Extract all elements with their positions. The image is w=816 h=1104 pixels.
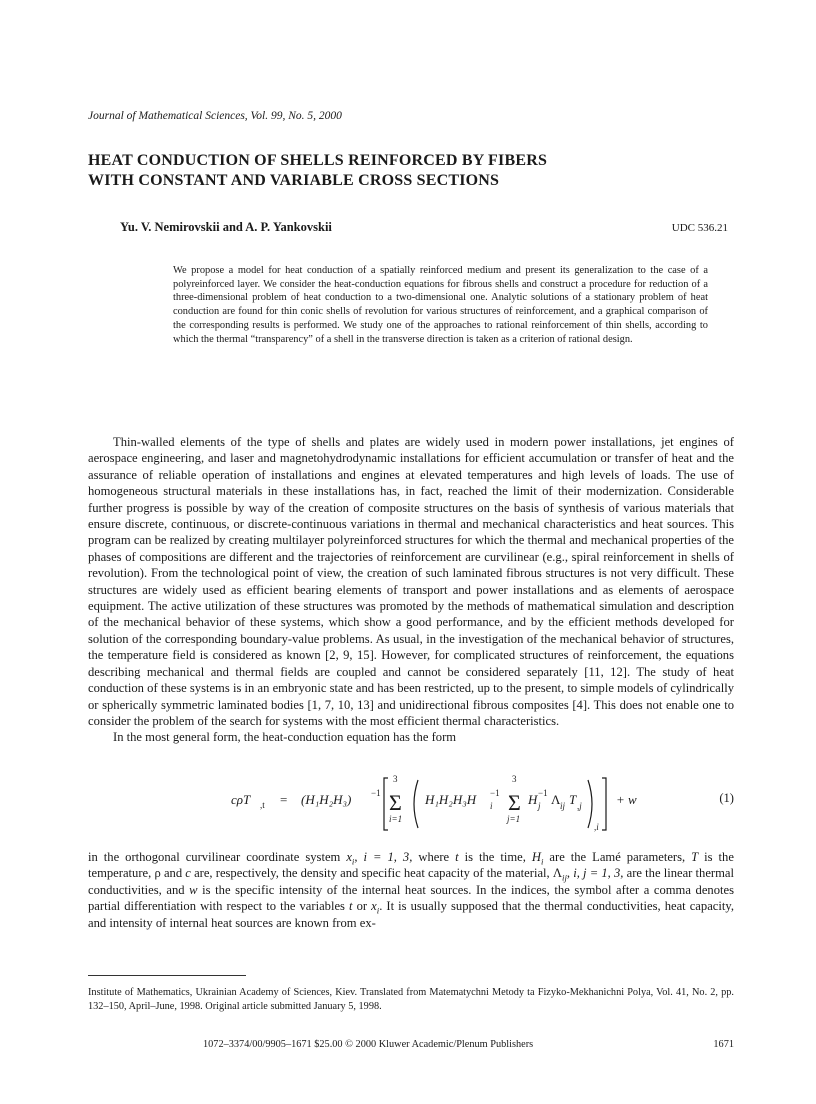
text-s6: and — [163, 866, 183, 881]
sym-c: c — [185, 866, 191, 881]
paper-title — [88, 151, 728, 191]
eq-term-sub: j — [538, 801, 541, 811]
sym-ij-range: i, j = 1, 3, — [573, 866, 624, 881]
sum2-top: 3 — [512, 774, 517, 784]
eq-term: H — [528, 792, 538, 807]
eq-lambda: Λ — [551, 792, 561, 807]
right-paren — [588, 780, 592, 828]
sum1-bottom: i=1 — [389, 814, 403, 824]
abstract: We propose a model for heat conduction of a spatially reinforced medium and present its generalization to the case of a polyreinforced layer. We consider the heat-conduction equations for fibrous shells and construct a procedure for reduction of a three-dimensional problem of heat conduction to a two-dimensional one. Analytic solutions of a stationary problem of heat conduction are found for thin conic shells of revolution for various structures of reinforcement, and a graphical comparison of the corresponding results is performed. We study one of the approaches to rational reinforcement of thin shells, according to which the thermal “transparency” of a shell in the transverse direction is taken as a criterion of rational design. — [173, 265, 708, 345]
text-s9: is the specific intensity of the internal heat sources. In the indices, the symbol after a comma denotes partial differentiation with respect to the variables — [88, 882, 734, 914]
issn-copyright: 1072–3374/00/9905–1671 $25.00 © 2000 Kluwer Academic/Plenum Publishers — [203, 1039, 534, 1050]
sym-lambda: Λ — [552, 866, 563, 881]
title-line-2: WITH CONSTANT AND VARIABLE CROSS SECTIONS — [88, 172, 500, 189]
equation-1 — [88, 758, 734, 840]
eq-prefactor-exp: −1 — [371, 788, 381, 798]
eq-inner-sub: i — [490, 801, 493, 811]
eq-lambda-sub: ij — [560, 801, 566, 811]
text-s3: is the time, — [464, 850, 526, 864]
sym-x-2: x — [371, 899, 377, 914]
sum2-sigma: Σ — [508, 790, 521, 815]
text-s5: is the temperature, — [88, 850, 734, 881]
eq-inner-exp: −1 — [490, 788, 500, 798]
equation-number: (1) — [719, 791, 734, 805]
authors: Yu. V. Nemirovskii and A. P. Yankovskii — [120, 220, 332, 234]
eq-T-sub: ,j — [577, 801, 582, 811]
text-s11: It is usually supposed that the thermal conductivities, heat capacity, and intensity of internal heat sources are known from ex- — [88, 899, 734, 930]
eq-lhs: cρT — [231, 792, 251, 807]
sym-w: w — [189, 882, 198, 897]
text-s10: or — [356, 899, 368, 914]
title-line-1: HEAT CONDUCTION OF SHELLS REINFORCED BY FIBERS — [88, 152, 548, 169]
eq-term-exp: −1 — [538, 788, 548, 798]
text-s4: are the Lamé parameters, — [549, 850, 686, 864]
eq-plus-w: + w — [616, 792, 637, 807]
paragraph-2: In the most general form, the heat-conduction equation has the form — [113, 730, 457, 745]
body-text — [88, 434, 734, 746]
sym-t-2: t — [349, 899, 353, 914]
udc-code: UDC 536.21 — [671, 222, 728, 234]
text-s7: are, respectively, the density and specific heat capacity of the material, — [194, 866, 550, 881]
eq-lhs-sub: ,t — [260, 800, 265, 810]
text-s8: are the linear thermal conductivities, and — [88, 866, 734, 897]
sym-x: x — [346, 850, 352, 864]
footnote: Institute of Mathematics, Ukrainian Academy of Sciences, Kiev. Translated from Matematychni Metody ta Fizyko-Mekhanichni Polya, Vol. 41, No. 2, pp. 132–150, April–June, 1998. Original article submitted January 5, 1998. — [88, 987, 734, 1012]
paragraph-1: Thin-walled elements of the type of shells and plates are widely used in modern power installations, jet engines of aerospace engineering, and laser and magnetohydrodynamic installations for efficient accumulation or transfer of heat and the assurance of reliable operation of installations and engines at elevated temperatures and high levels of loads. The use of homogeneous structural materials in these installations has, in fact, reached the limit of their modernization. Considerable further progress is possible by way of the creation of composite structures on the basis of synthesis of various materials that ensure discrete, continuous, or discrete-continuous variations in thermal and mechanical characteristics and heat sources. This program can be realized by creating multilayer polyreinforced structures for which the thermal and mechanical properties of the phases of compositions are different and the trajectories of reinforcement are curvilinear (e.g., spiral reinforcement in shells of revolution). From the technological point of view, the creation of such laminated fibrous structures is not very difficult. These structures are widely used as efficient bearing elements of transport and power installations and as elements of aerospace equipment. The active utilization of these structures was promoted by the methods of mathematical simulation and description of the mechanical behavior of these systems, which show a good performance, and by the efficient methods developed for solution of the corresponding boundary-value problems. As usual, in the investigation of the mechanical behavior of structures, the temperature field is considered as known [2, 9, 15]. However, for complicated structures of reinforcement, the equations describing mechanical and thermal fields are coupled and cannot be considered separately [11, 12]. The study of heat conduction of these systems is in an embryonic state and has been restricted, up to the present, to simple models of cylindrically or spherically symmetric laminated bodies [1, 7, 10, 13] and unidirectional fibrous composites [4]. This does not enable one to consider the problem of the search for systems with the most efficient thermal characteristics. — [88, 435, 734, 728]
sym-T: T — [691, 850, 699, 864]
journal-citation: Journal of Mathematical Sciences, Vol. 99, No. 5, 2000 — [88, 110, 342, 122]
eq-prefactor: (H₁H₂H₃) — [301, 792, 352, 807]
sum2-bottom: j=1 — [507, 814, 521, 824]
page-number: 1671 — [713, 1039, 734, 1050]
equation-graphic — [88, 758, 688, 840]
text-s2: where — [418, 850, 450, 864]
eq-outer-sub: ,i — [594, 822, 599, 832]
left-bracket — [384, 778, 388, 830]
right-bracket — [602, 778, 606, 830]
sum1-sigma: Σ — [389, 790, 402, 815]
sum1-top: 3 — [393, 774, 398, 784]
sym-t: t — [455, 850, 459, 864]
sym-i-range: i = 1, 3, — [363, 850, 413, 864]
left-paren — [414, 780, 418, 828]
equation-explanation: in the orthogonal curvilinear coordinate system $x_i$, i = 1, 3, where t is the time, $H_i$ are the Lamé parameters, T is the temperature, ρ and c are, respectively, the density and specific heat capacity of the material, $\Lambda_{ij}$, i, j = 1, 3, are the linear thermal conductivities, and w is the specific intensity of the internal heat sources. In the indices, the symbol after a comma denotes partial differentiation with respect to the variables t or $x_i$. It is usually supposed that the thermal conductivities, heat capacity, and intensity of internal heat sources are known from ex- — [88, 850, 734, 930]
sym-H: H — [531, 850, 541, 864]
eq-T: T — [569, 792, 577, 807]
eq-equals: = — [280, 792, 288, 807]
sym-rho: ρ — [154, 866, 161, 881]
eq-inner: H₁H₂H₃H — [425, 792, 477, 807]
footnote-rule — [88, 975, 246, 976]
text-s1: in the orthogonal curvilinear coordinate system — [88, 850, 341, 864]
